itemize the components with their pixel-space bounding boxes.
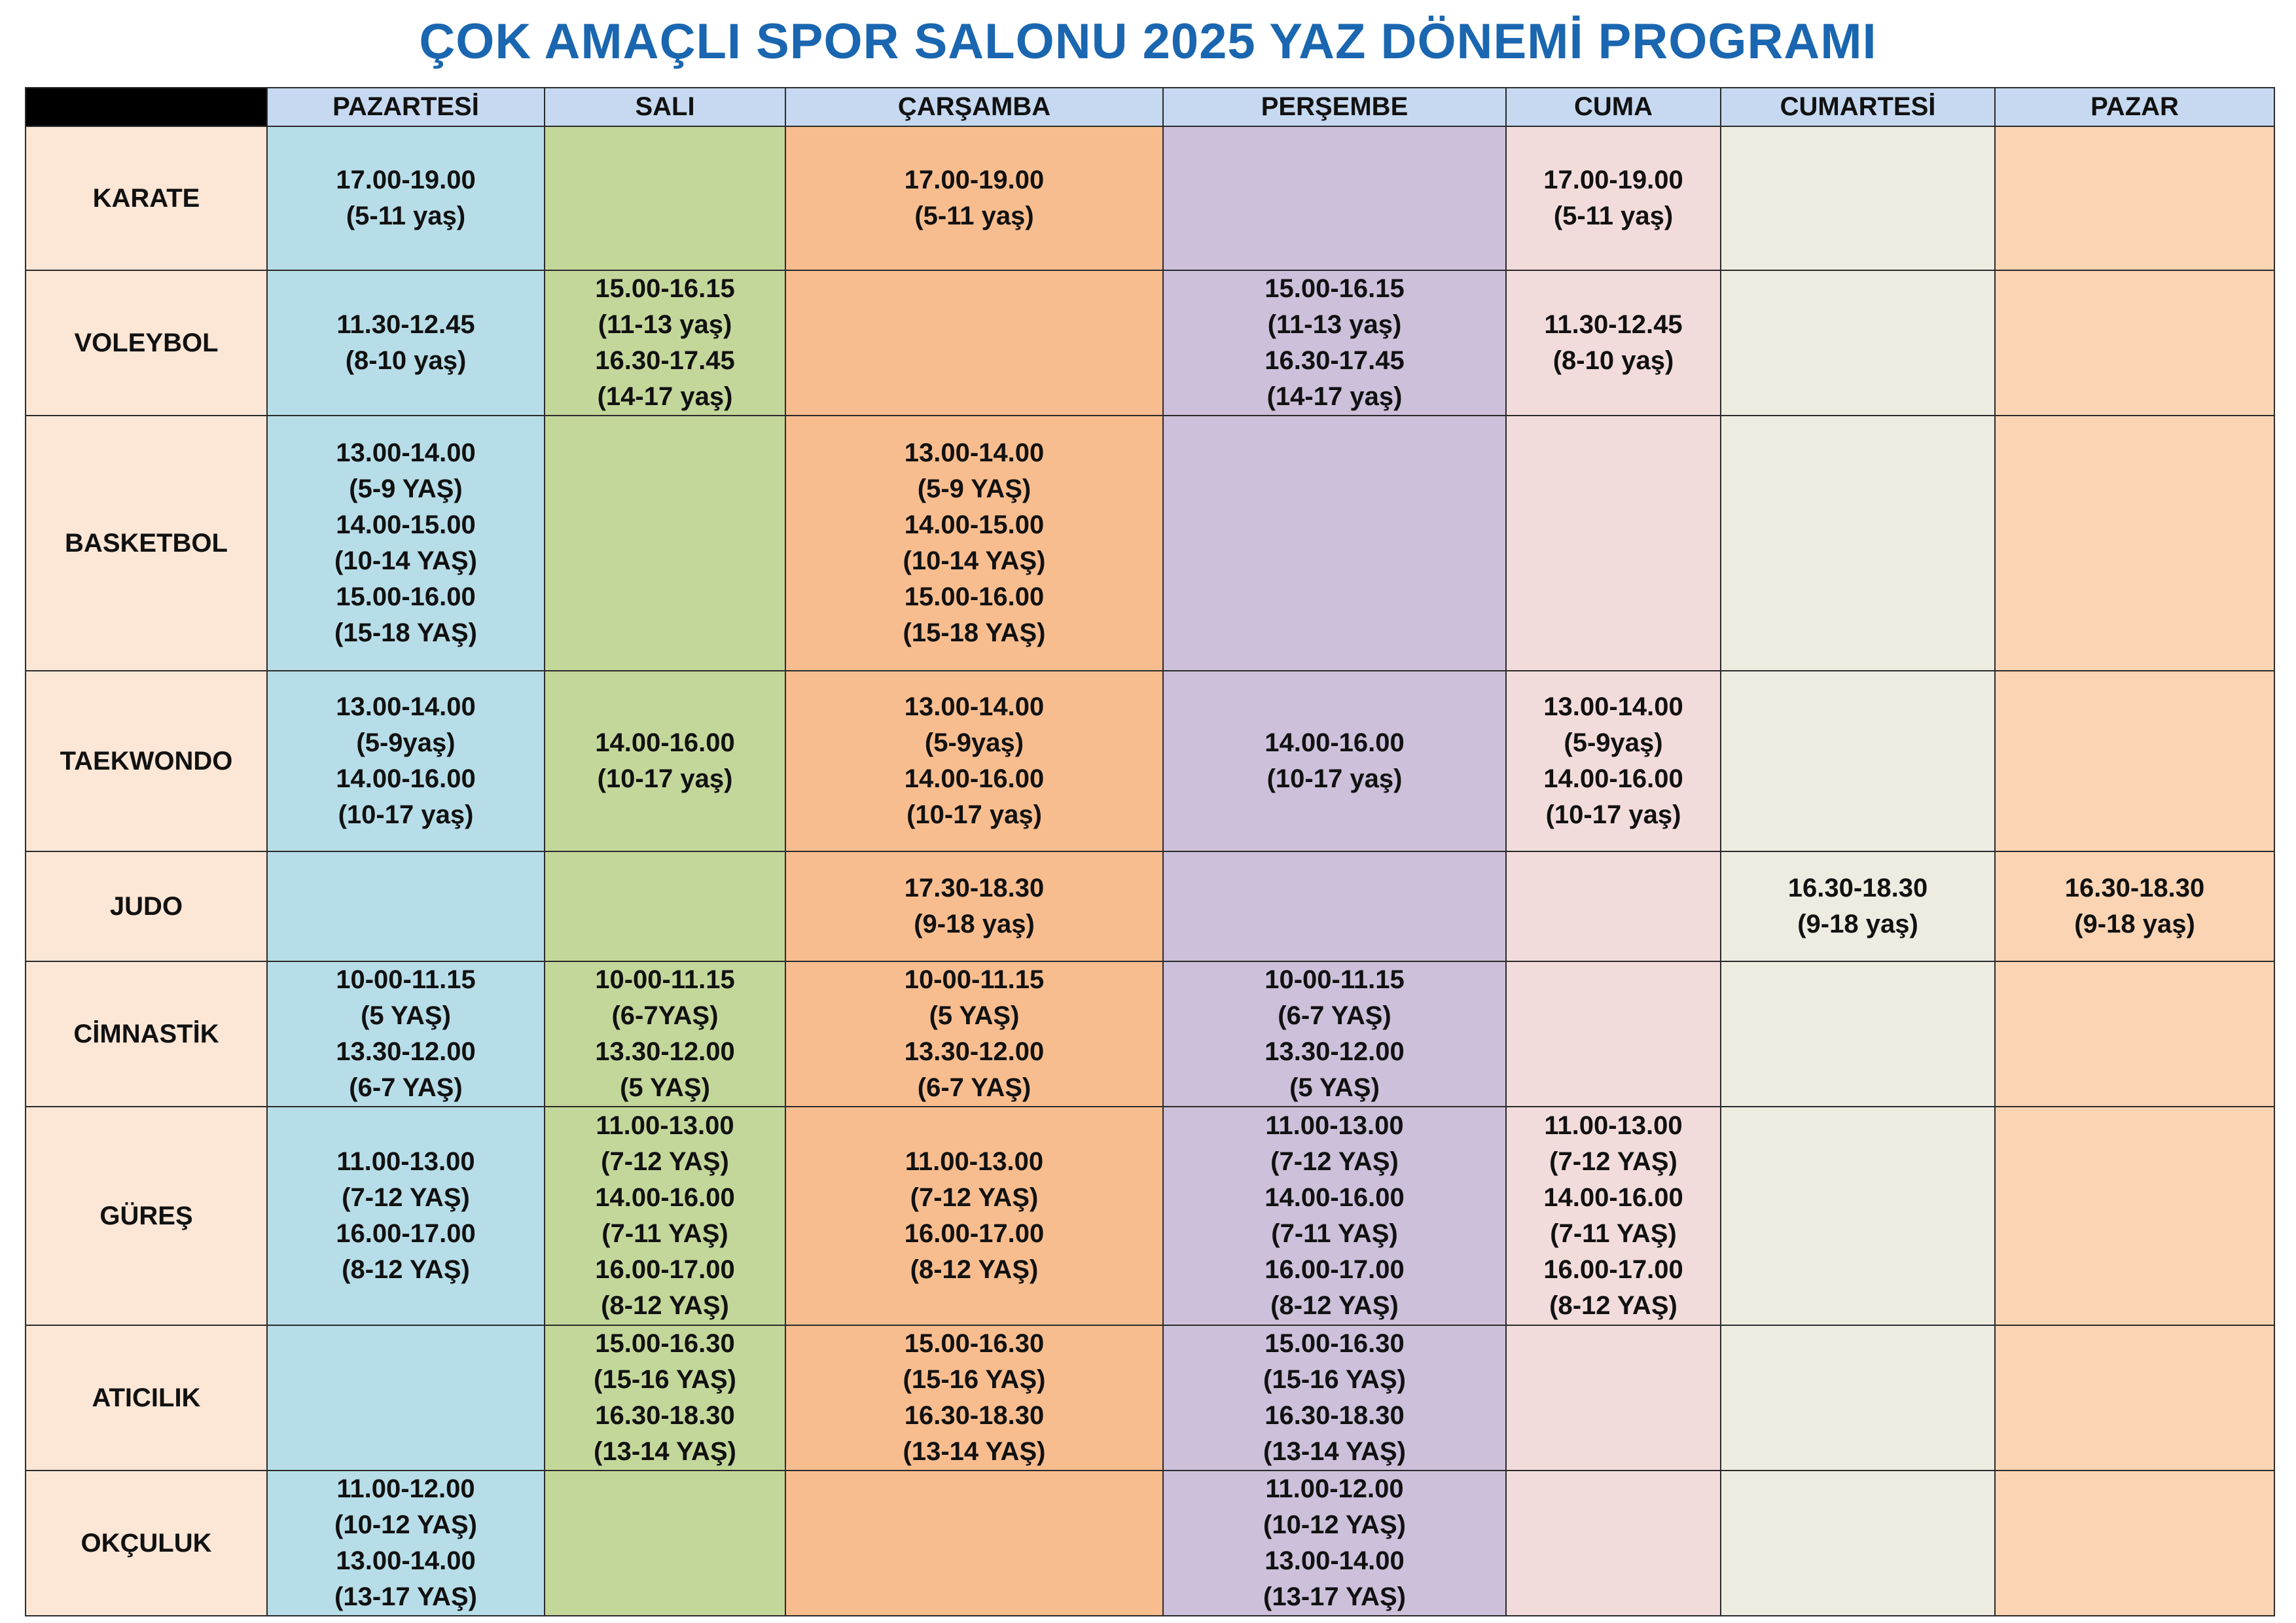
- age-group: (15-18 YAŞ): [334, 618, 477, 647]
- schedule-row: [26, 270, 2274, 416]
- schedule-cell-carsamba: [785, 416, 1163, 671]
- schedule-cell-pazartesi: [267, 1107, 545, 1325]
- age-group: (5-11 yaş): [346, 202, 466, 230]
- age-group: (10-17 yaş): [338, 800, 474, 829]
- schedule-cell-pazar: [1995, 270, 2274, 416]
- schedule-cell-cuma: [1506, 126, 1721, 270]
- age-group: (13-14 YAŞ): [1263, 1437, 1406, 1466]
- time-range: 14.00-16.00: [1543, 764, 1683, 793]
- age-group: (5 YAŞ): [929, 1001, 1020, 1030]
- age-group: (13-14 YAŞ): [594, 1437, 736, 1466]
- schedule-cell-pazartesi: [267, 1325, 545, 1471]
- schedule-cell-persembe: [1163, 851, 1506, 961]
- time-range: 13.00-14.00: [336, 692, 476, 721]
- time-range: 11.30-12.45: [1544, 310, 1683, 339]
- time-range: 11.00-12.00: [1265, 1474, 1404, 1503]
- schedule-cell-cumartesi: [1721, 961, 1995, 1107]
- schedule-cell-pazar: [1995, 416, 2274, 671]
- age-group: (13-14 YAŞ): [903, 1437, 1046, 1466]
- schedule-cell-pazartesi: [267, 961, 545, 1107]
- age-group: (5 YAŞ): [361, 1001, 451, 1030]
- time-range: 11.00-13.00: [1544, 1111, 1683, 1140]
- schedule-cell-persembe: [1163, 126, 1506, 270]
- age-group: (10-12 YAŞ): [334, 1510, 477, 1539]
- time-range: 14.00-16.00: [595, 1183, 735, 1212]
- time-range: 16.00-17.00: [1543, 1255, 1683, 1284]
- day-header-pazartesi: PAZARTESİ: [267, 88, 545, 126]
- time-range: 13.00-14.00: [336, 438, 476, 467]
- schedule-cell-cumartesi: [1721, 851, 1995, 961]
- schedule-cell-carsamba: [785, 671, 1163, 851]
- sport-name: OKÇULUK: [26, 1471, 267, 1616]
- time-range: 17.00-19.00: [904, 166, 1045, 194]
- age-group: (13-17 YAŞ): [1263, 1582, 1406, 1611]
- schedule-cell-persembe: [1163, 1107, 1506, 1325]
- time-range: 16.00-17.00: [336, 1219, 476, 1248]
- time-range: 10-00-11.15: [595, 965, 735, 994]
- schedule-cell-persembe: [1163, 416, 1506, 671]
- schedule-cell-sali: [545, 270, 785, 416]
- schedule-cell-carsamba: [785, 1325, 1163, 1471]
- day-header-pazar: PAZAR: [1995, 88, 2274, 126]
- schedule-cell-cuma: [1506, 416, 1721, 671]
- schedule-cell-pazartesi: [267, 270, 545, 416]
- schedule-cell-sali: [545, 1325, 785, 1471]
- time-range: 15.00-16.15: [595, 274, 735, 303]
- time-range: 13.00-14.00: [1543, 692, 1683, 721]
- age-group: (5-9yaş): [924, 728, 1024, 757]
- age-group: (8-12 YAŞ): [342, 1255, 470, 1284]
- schedule-cell-pazartesi: [267, 671, 545, 851]
- age-group: (7-11 YAŞ): [1550, 1219, 1677, 1248]
- schedule-cell-pazar: [1995, 671, 2274, 851]
- schedule-cell-carsamba: [785, 270, 1163, 416]
- age-group: (8-10 yaş): [345, 346, 467, 375]
- age-group: (5-9yaş): [356, 728, 456, 757]
- day-header-sali: SALI: [545, 88, 785, 126]
- age-group: (6-7YAŞ): [611, 1001, 719, 1030]
- time-range: 13.30-12.00: [595, 1037, 735, 1066]
- time-range: 17.00-19.00: [336, 166, 476, 194]
- age-group: (6-7 YAŞ): [917, 1073, 1031, 1102]
- age-group: (5-11 yaş): [914, 202, 1034, 230]
- time-range: 17.00-19.00: [1543, 166, 1683, 194]
- time-range: 16.30-18.30: [1265, 1401, 1405, 1430]
- age-group: (10-12 YAŞ): [1263, 1510, 1406, 1539]
- schedule-cell-persembe: [1163, 1325, 1506, 1471]
- age-group: (7-11 YAŞ): [601, 1219, 728, 1248]
- age-group: (11-13 yaş): [598, 310, 732, 339]
- time-range: 11.00-13.00: [336, 1147, 475, 1176]
- schedule-cell-sali: [545, 126, 785, 270]
- age-group: (5-9 YAŞ): [917, 474, 1031, 503]
- time-range: 13.30-12.00: [336, 1037, 476, 1066]
- time-range: 14.00-16.00: [595, 728, 735, 757]
- age-group: (10-17 yaş): [597, 764, 733, 793]
- age-group: (15-18 YAŞ): [903, 618, 1046, 647]
- time-range: 13.00-14.00: [904, 438, 1045, 467]
- age-group: (10-17 yaş): [906, 800, 1042, 829]
- schedule-cell-pazar: [1995, 1107, 2274, 1325]
- time-range: 11.00-12.00: [336, 1474, 475, 1503]
- age-group: (6-7 YAŞ): [349, 1073, 463, 1102]
- schedule-cell-carsamba: [785, 126, 1163, 270]
- time-range: 11.00-13.00: [1265, 1111, 1404, 1140]
- schedule-cell-persembe: [1163, 1471, 1506, 1616]
- age-group: (7-12 YAŞ): [910, 1183, 1039, 1212]
- schedule-cell-cumartesi: [1721, 1107, 1995, 1325]
- age-group: (8-12 YAŞ): [910, 1255, 1039, 1284]
- schedule-row: [26, 671, 2274, 851]
- age-group: (7-12 YAŞ): [601, 1147, 729, 1176]
- time-range: 11.00-13.00: [905, 1147, 1044, 1176]
- age-group: (5 YAŞ): [620, 1073, 710, 1102]
- schedule-cell-sali: [545, 1471, 785, 1616]
- schedule-row: [26, 961, 2274, 1107]
- age-group: (15-16 YAŞ): [1263, 1365, 1406, 1394]
- schedule-cell-sali: [545, 1107, 785, 1325]
- time-range: 17.30-18.30: [904, 874, 1045, 902]
- time-range: 16.30-18.30: [2064, 874, 2205, 902]
- time-range: 15.00-16.30: [595, 1329, 735, 1358]
- schedule-cell-cumartesi: [1721, 270, 1995, 416]
- time-range: 16.30-18.30: [595, 1401, 735, 1430]
- time-range: 11.00-13.00: [596, 1111, 734, 1140]
- day-header-cumartesi: CUMARTESİ: [1721, 88, 1995, 126]
- header-row: [26, 88, 2274, 126]
- page-title: ÇOK AMAÇLI SPOR SALONU 2025 YAZ DÖNEMİ PROGRAMI: [419, 14, 1877, 69]
- age-group: (13-17 YAŞ): [334, 1582, 477, 1611]
- age-group: (9-18 yaş): [1797, 910, 1918, 938]
- schedule-row: [26, 1471, 2274, 1616]
- schedule-cell-sali: [545, 416, 785, 671]
- time-range: 13.00-14.00: [336, 1546, 476, 1575]
- age-group: (7-12 YAŞ): [342, 1183, 470, 1212]
- schedule-cell-persembe: [1163, 671, 1506, 851]
- time-range: 16.30-18.30: [1787, 874, 1928, 902]
- schedule-cell-pazartesi: [267, 851, 545, 961]
- age-group: (7-11 YAŞ): [1271, 1219, 1398, 1248]
- schedule-cell-carsamba: [785, 851, 1163, 961]
- time-range: 14.00-16.00: [1265, 728, 1405, 757]
- sport-name: KARATE: [26, 126, 267, 270]
- time-range: 16.00-17.00: [595, 1255, 735, 1284]
- time-range: 15.00-16.30: [1265, 1329, 1405, 1358]
- schedule-cell-pazartesi: [267, 416, 545, 671]
- time-range: 14.00-16.00: [904, 764, 1045, 793]
- age-group: (10-17 yaş): [1545, 800, 1681, 829]
- schedule-cell-cuma: [1506, 1471, 1721, 1616]
- time-range: 14.00-16.00: [336, 764, 476, 793]
- time-range: 10-00-11.15: [904, 965, 1045, 994]
- age-group: (8-12 YAŞ): [1270, 1291, 1399, 1320]
- age-group: (5-9yaş): [1564, 728, 1663, 757]
- schedule-cell-cuma: [1506, 1107, 1721, 1325]
- time-range: 16.00-17.00: [904, 1219, 1045, 1248]
- schedule-cell-cuma: [1506, 961, 1721, 1107]
- schedule-row: [26, 1325, 2274, 1471]
- schedule-cell-cumartesi: [1721, 1325, 1995, 1471]
- time-range: 14.00-15.00: [904, 510, 1045, 539]
- schedule-cell-sali: [545, 961, 785, 1107]
- schedule-cell-persembe: [1163, 270, 1506, 416]
- age-group: (10-14 YAŞ): [334, 546, 477, 575]
- age-group: (6-7 YAŞ): [1278, 1001, 1391, 1030]
- schedule-row: [26, 416, 2274, 671]
- schedule-cell-persembe: [1163, 961, 1506, 1107]
- age-group: (8-10 yaş): [1552, 346, 1674, 375]
- time-range: 11.30-12.45: [336, 310, 475, 339]
- age-group: (8-12 YAŞ): [601, 1291, 729, 1320]
- age-group: (5-9 YAŞ): [349, 474, 463, 503]
- age-group: (14-17 yaş): [1266, 382, 1403, 411]
- day-header-persembe: PERŞEMBE: [1163, 88, 1506, 126]
- time-range: 13.30-12.00: [1265, 1037, 1405, 1066]
- corner-cell: [26, 88, 267, 126]
- schedule-cell-pazar: [1995, 1471, 2274, 1616]
- schedule-cell-sali: [545, 851, 785, 961]
- time-range: 16.30-18.30: [904, 1401, 1045, 1430]
- time-range: 10-00-11.15: [336, 965, 476, 994]
- sport-name: JUDO: [26, 851, 267, 961]
- schedule-cell-cuma: [1506, 270, 1721, 416]
- time-range: 10-00-11.15: [1265, 965, 1405, 994]
- time-range: 14.00-15.00: [336, 510, 476, 539]
- schedule-row: [26, 126, 2274, 270]
- age-group: (14-17 yaş): [597, 382, 733, 411]
- schedule-cell-cumartesi: [1721, 126, 1995, 270]
- time-range: 16.30-17.45: [595, 346, 735, 375]
- schedule-cell-pazar: [1995, 961, 2274, 1107]
- day-header-carsamba: ÇARŞAMBA: [785, 88, 1163, 126]
- schedule-cell-pazar: [1995, 126, 2274, 270]
- schedule-row: [26, 851, 2274, 961]
- age-group: (9-18 yaş): [914, 910, 1035, 938]
- age-group: (10-17 yaş): [1266, 764, 1403, 793]
- age-group: (15-16 YAŞ): [903, 1365, 1046, 1394]
- age-group: (8-12 YAŞ): [1549, 1291, 1677, 1320]
- time-range: 16.30-17.45: [1265, 346, 1405, 375]
- schedule-cell-sali: [545, 671, 785, 851]
- age-group: (10-14 YAŞ): [903, 546, 1046, 575]
- time-range: 13.00-14.00: [1265, 1546, 1405, 1575]
- time-range: 14.00-16.00: [1265, 1183, 1405, 1212]
- schedule-cell-cumartesi: [1721, 416, 1995, 671]
- age-group: (15-16 YAŞ): [594, 1365, 736, 1394]
- sport-name: TAEKWONDO: [26, 671, 267, 851]
- sport-name: ATICILIK: [26, 1325, 267, 1471]
- time-range: 15.00-16.30: [904, 1329, 1045, 1358]
- schedule-cell-carsamba: [785, 1471, 1163, 1616]
- schedule-cell-cuma: [1506, 671, 1721, 851]
- schedule-cell-pazartesi: [267, 126, 545, 270]
- schedule-cell-cuma: [1506, 1325, 1721, 1471]
- sport-name: BASKETBOL: [26, 416, 267, 671]
- schedule-table: [25, 87, 2275, 1616]
- sport-name: VOLEYBOL: [26, 270, 267, 416]
- schedule-cell-pazar: [1995, 851, 2274, 961]
- age-group: (5 YAŞ): [1289, 1073, 1380, 1102]
- day-header-cuma: CUMA: [1506, 88, 1721, 126]
- time-range: 16.00-17.00: [1265, 1255, 1405, 1284]
- schedule-row: [26, 1107, 2274, 1325]
- schedule-cell-cumartesi: [1721, 671, 1995, 851]
- age-group: (5-11 yaş): [1553, 202, 1674, 230]
- age-group: (7-12 YAŞ): [1270, 1147, 1399, 1176]
- time-range: 13.30-12.00: [904, 1037, 1045, 1066]
- schedule-cell-pazar: [1995, 1325, 2274, 1471]
- sport-name: CİMNASTİK: [26, 961, 267, 1107]
- schedule-cell-cuma: [1506, 851, 1721, 961]
- time-range: 14.00-16.00: [1543, 1183, 1683, 1212]
- age-group: (11-13 yaş): [1267, 310, 1402, 339]
- schedule-cell-pazartesi: [267, 1471, 545, 1616]
- time-range: 15.00-16.15: [1265, 274, 1405, 303]
- schedule-cell-carsamba: [785, 1107, 1163, 1325]
- schedule-cell-carsamba: [785, 961, 1163, 1107]
- schedule-cell-cumartesi: [1721, 1471, 1995, 1616]
- age-group: (9-18 yaş): [2074, 910, 2195, 938]
- time-range: 15.00-16.00: [336, 582, 476, 611]
- time-range: 13.00-14.00: [904, 692, 1045, 721]
- time-range: 15.00-16.00: [904, 582, 1045, 611]
- age-group: (7-12 YAŞ): [1549, 1147, 1677, 1176]
- sport-name: GÜREŞ: [26, 1107, 267, 1325]
